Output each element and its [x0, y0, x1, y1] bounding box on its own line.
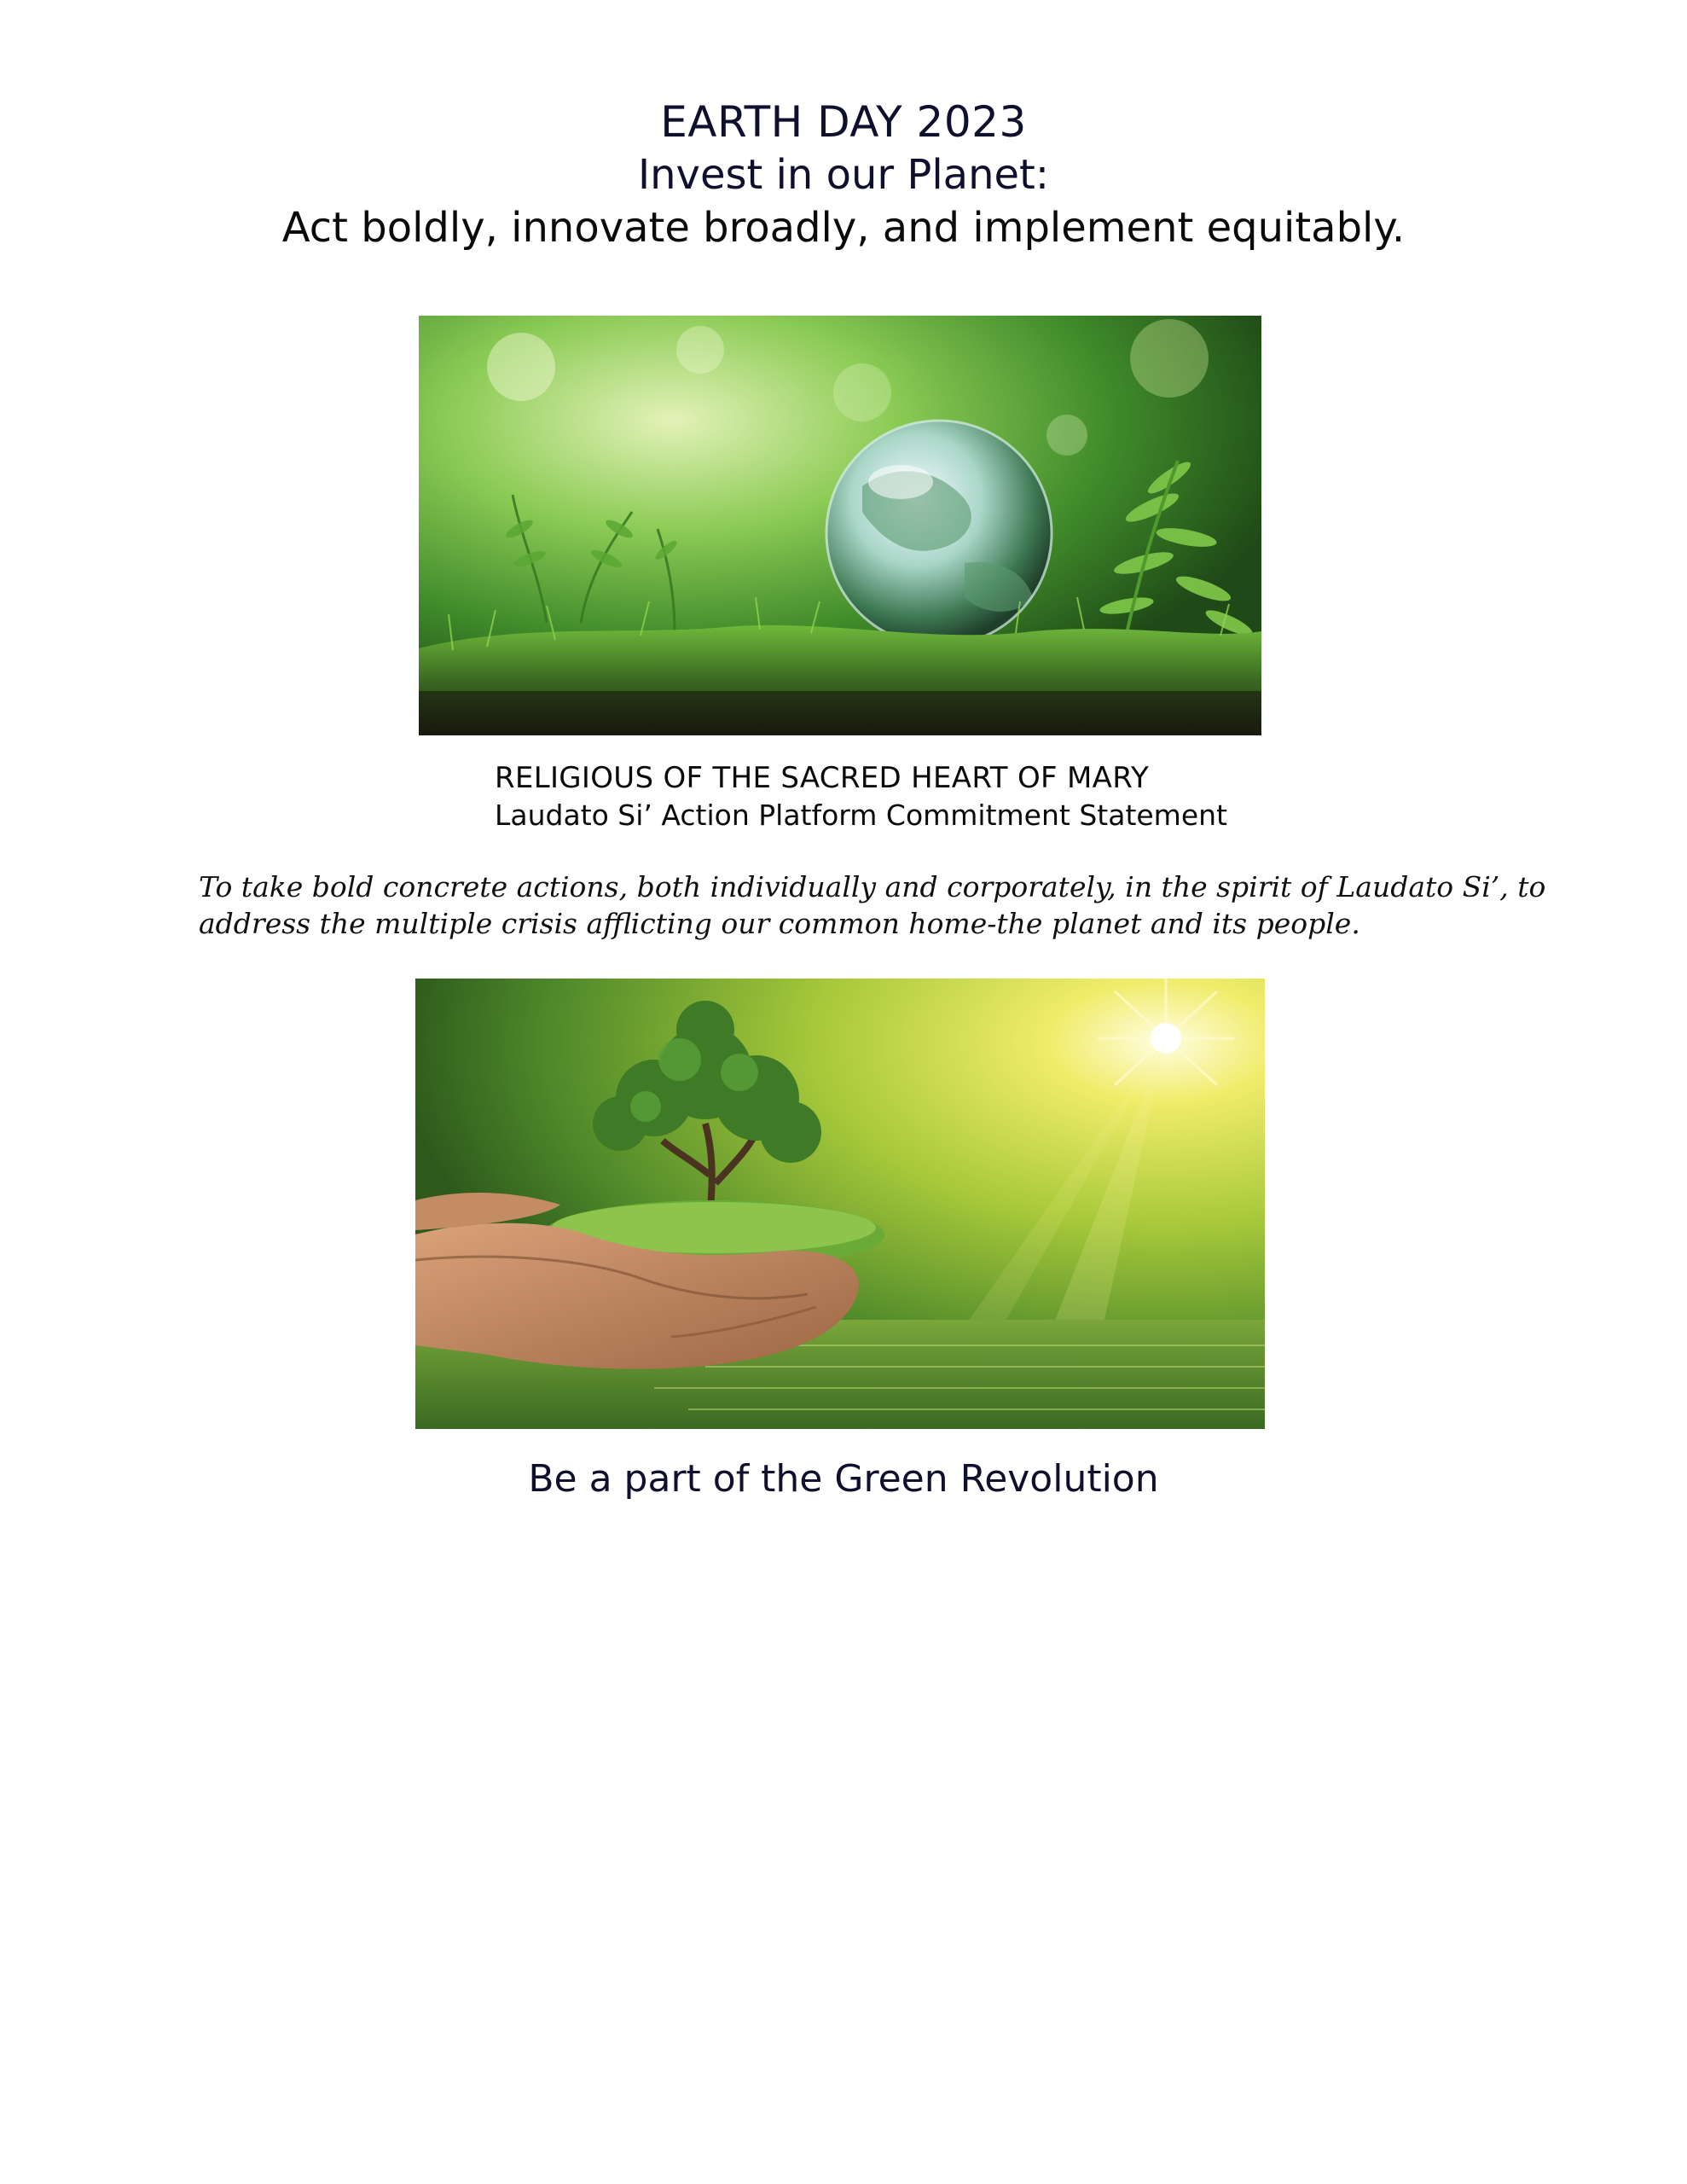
hands-holding-tree-photo: [415, 979, 1265, 1429]
organization-block: [495, 759, 1433, 834]
commitment-text: To take bold concrete actions, both individually and corporately, in the spirit of Laudato Si’, to address the multiple crisis afflicting our common home-the planet and its people.: [199, 870, 1546, 940]
statement-title: Laudato Si’ Action Platform Commitment Statement: [495, 799, 1227, 832]
organization-name: RELIGIOUS OF THE SACRED HEART OF MARY: [495, 761, 1150, 795]
page-tagline: Act boldly, innovate broadly, and implement equitably.: [281, 204, 1406, 252]
page-subtitle: Invest in our Planet:: [637, 151, 1050, 199]
heading-block: [0, 96, 1687, 254]
closing-message: Be a part of the Green Revolution: [528, 1457, 1159, 1501]
glass-globe-on-moss-photo: [419, 316, 1261, 735]
page-title: EARTH DAY 2023: [660, 97, 1027, 147]
